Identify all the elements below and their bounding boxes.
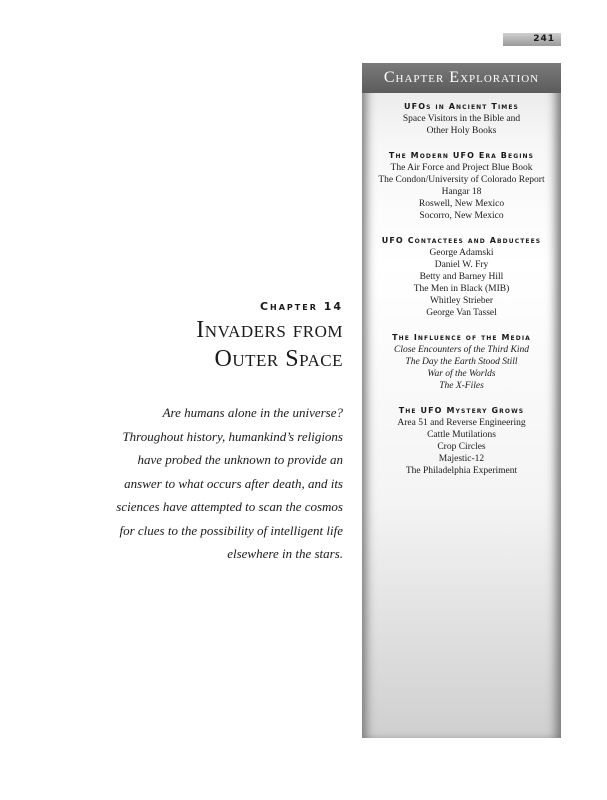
section-item: Close Encounters of the Third Kind <box>393 345 530 355</box>
intro-line: Are humans alone in the universe? <box>162 405 343 420</box>
section-item: Space Visitors in the Bible and <box>402 114 521 124</box>
intro-line: sciences have attempted to scan the cosmos <box>116 499 343 514</box>
section-item: The Condon/University of Colorado Report <box>378 175 545 185</box>
section-heading: The Modern UFO Era Begins <box>388 151 535 160</box>
section-item: The Philadelphia Experiment <box>405 466 518 476</box>
intro-line: answer to what occurs after death, and its <box>124 475 343 491</box>
section-heading: The Influence of the Media <box>392 333 531 342</box>
sidebar-title: Chapter Exploration <box>383 69 540 86</box>
intro-line: have probed the unknown to provide an <box>137 452 343 467</box>
sidebar-section <box>362 405 561 477</box>
section-item: Socorro, New Mexico <box>419 211 504 221</box>
sidebar-section <box>362 235 561 319</box>
section-item: Majestic-12 <box>438 454 485 464</box>
section-item: Area 51 and Reverse Engineering <box>397 418 526 428</box>
page-number-tab <box>503 33 561 46</box>
section-item: Whitley Strieber <box>429 296 494 306</box>
section-item: The Men in Black (MIB) <box>413 284 510 294</box>
section-heading: UFO Contactees and Abductees <box>381 236 542 245</box>
sidebar-title-bar <box>362 63 561 93</box>
section-item: The Air Force and Project Blue Book <box>390 163 533 173</box>
section-item: Other Holy Books <box>426 126 497 136</box>
intro-line: elsewhere in the stars. <box>227 546 343 561</box>
section-item: The X-Files <box>439 381 484 391</box>
section-item: Crop Circles <box>437 442 486 452</box>
section-item: War of the Worlds <box>427 369 496 379</box>
sidebar-section <box>362 101 561 137</box>
sidebar-sections <box>362 101 561 490</box>
chapter-title-line-2: Outer Space <box>214 346 343 372</box>
section-item: Roswell, New Mexico <box>418 199 505 209</box>
section-item: Hangar 18 <box>441 187 482 197</box>
section-item: Daniel W. Fry <box>434 260 489 270</box>
section-heading: UFOs in Ancient Times <box>404 102 519 111</box>
chapter-exploration-sidebar <box>362 63 561 738</box>
intro-line: Throughout history, humankind’s religions <box>122 428 343 444</box>
section-item: Cattle Mutilations <box>427 430 496 440</box>
chapter-title-line-1: Invaders from <box>196 317 343 343</box>
chapter-intro-paragraph <box>100 401 343 566</box>
section-item: George Van Tassel <box>426 308 497 318</box>
sidebar-section <box>362 150 561 222</box>
chapter-title <box>120 316 343 374</box>
section-heading: The UFO Mystery Grows <box>398 406 525 415</box>
chapter-label: Chapter 14 <box>259 300 343 313</box>
section-item: The Day the Earth Stood Still <box>405 357 518 367</box>
page-number: 241 <box>533 34 555 44</box>
sidebar-section <box>362 332 561 392</box>
section-item: Betty and Barney Hill <box>419 272 504 282</box>
intro-line: for clues to the possibility of intelligent life <box>119 522 343 538</box>
section-item: George Adamski <box>429 248 494 258</box>
